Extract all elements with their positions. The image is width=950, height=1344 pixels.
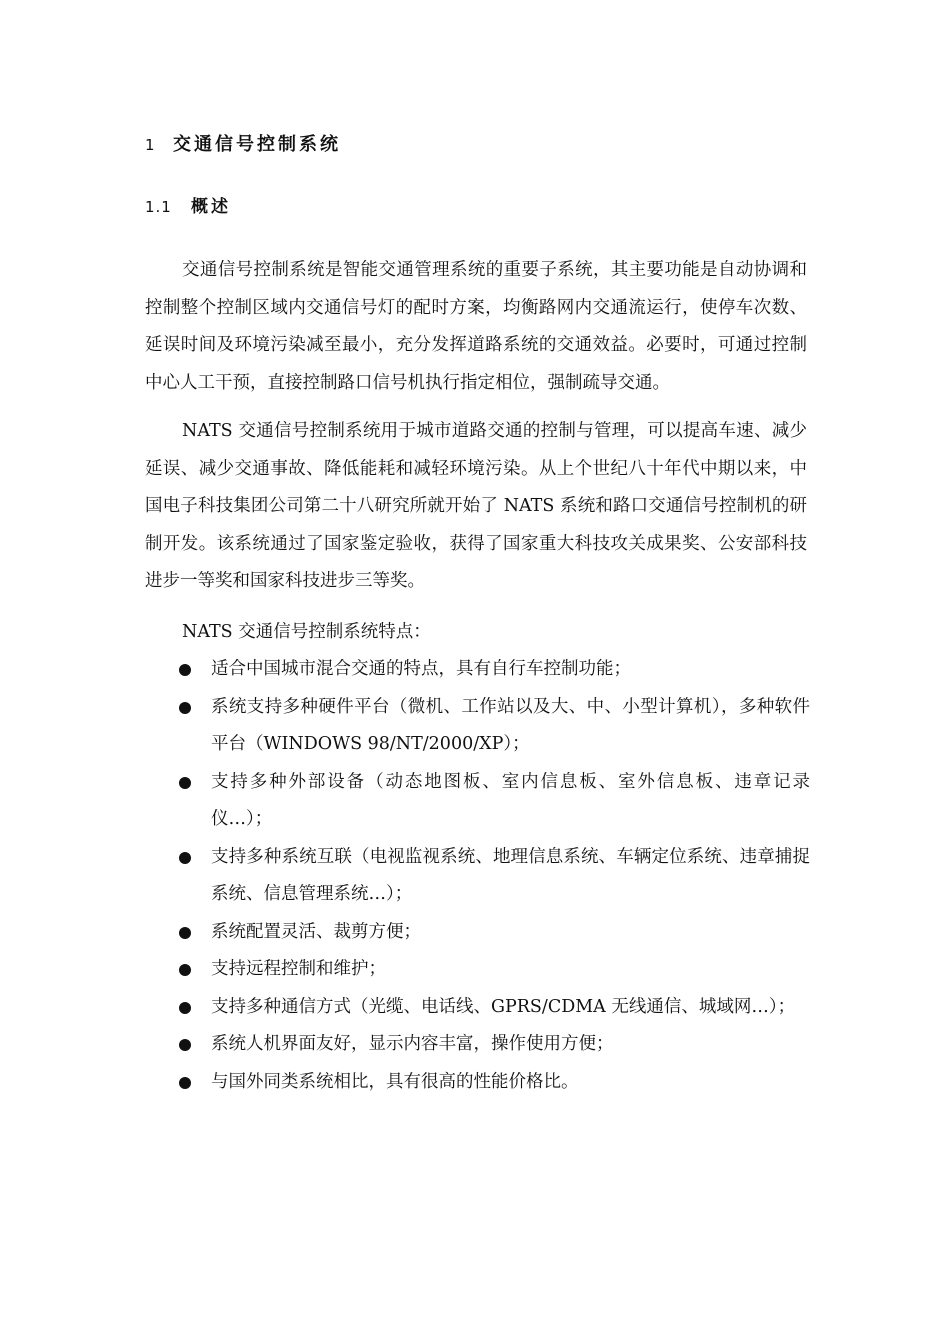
feature-item [145,1064,810,1102]
bullet-icon [179,664,191,676]
subsection-title: 概述 [191,197,231,217]
section-heading [145,130,341,156]
feature-item [145,1026,810,1064]
feature-text: 支持多种外部设备（动态地图板、室内信息板、室外信息板、违章记录仪…）； [211,771,810,829]
feature-list [145,651,810,1101]
feature-text: 适合中国城市混合交通的特点，具有自行车控制功能； [211,659,631,679]
history-paragraph: NATS 交通信号控制系统用于城市道路交通的控制与管理，可以提高车速、减少延误、减少交通事故、降低能耗和减轻环境污染。从上个世纪八十年代中期以来，中国电子科技集团公司第二十八研究所就开始了 NATS 系统和路口交通信号控制机的研制开发。该系统通过了国家鉴定验收，获得了国家重大科技攻关成果奖、公安部科技进步一等奖和国家科技进步三等奖。 [145,421,807,591]
feature-item [145,914,810,952]
subsection-heading [145,192,231,217]
feature-text: 支持多种系统互联（电视监视系统、地理信息系统、车辆定位系统、违章捕捉系统、信息管理系统…）； [211,846,810,904]
feature-text: 支持多种通信方式（光缆、电话线、GPRS/CDMA 无线通信、城域网…）； [211,996,796,1017]
feature-text: 系统支持多种硬件平台（微机、工作站以及大、中、小型计算机），多种软件平台（WINDOWS 98/NT/2000/XP）； [211,696,810,754]
bullet-icon [179,852,191,864]
feature-text: 支持远程控制和维护； [211,959,386,979]
bullet-icon [179,1039,191,1051]
bullet-icon [179,1077,191,1089]
section-number: 1 [145,136,156,154]
feature-item [145,989,810,1027]
bullet-icon [179,964,191,976]
section-title: 交通信号控制系统 [173,134,341,155]
bullet-icon [179,702,191,714]
feature-item [145,764,810,839]
bullet-icon [179,1002,191,1014]
subsection-number: 1.1 [145,198,172,216]
bullet-icon [179,927,191,939]
feature-text: 系统配置灵活、裁剪方便； [211,921,421,942]
feature-text: 系统人机界面友好，显示内容丰富，操作使用方便； [211,1034,614,1054]
feature-item [145,951,810,989]
feature-item [145,651,810,689]
feature-text: 与国外同类系统相比，具有很高的性能价格比。 [211,1071,579,1092]
feature-item [145,689,810,764]
features-intro: NATS 交通信号控制系统特点： [182,622,431,642]
feature-item [145,839,810,914]
bullet-icon [179,777,191,789]
intro-paragraph: 交通信号控制系统是智能交通管理系统的重要子系统，其主要功能是自动协调和控制整个控制区域内交通信号灯的配时方案，均衡路网内交通流运行，使停车次数、延误时间及环境污染减至最小，充分发挥道路系统的交通效益。必要时，可通过控制中心人工干预，直接控制路口信号机执行指定相位，强制疏导交通。 [145,260,807,393]
